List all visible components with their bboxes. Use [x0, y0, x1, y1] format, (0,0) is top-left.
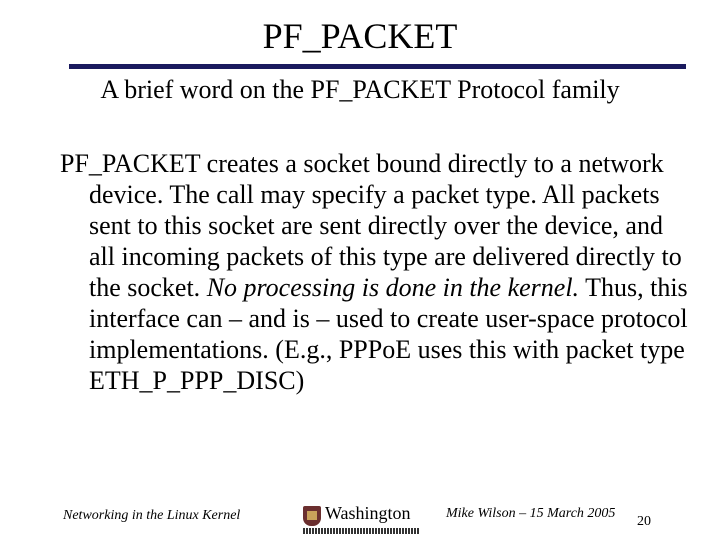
- logo-tagline: [303, 528, 419, 534]
- body-text-part2: Thus, this interface can – and is – used to create user-space protocol implementations. (E.g., PPPoE uses this with packet type ETH_P_PPP_DISC): [89, 273, 688, 395]
- page-number: 20: [637, 514, 651, 529]
- logo-text: Washington: [325, 503, 411, 523]
- body-emphasis: No processing is done in the kernel.: [206, 273, 580, 302]
- footer-course-title: Networking in the Linux Kernel: [63, 508, 241, 523]
- slide-title: PF_PACKET: [262, 16, 458, 56]
- title-divider: [69, 64, 686, 69]
- footer-author-date: Mike Wilson – 15 March 2005: [446, 506, 616, 521]
- body-paragraph: [60, 148, 689, 396]
- body-text-part1: PF_PACKET creates a socket bound directly to a network device. The call may specify a packet type. All packets sent to this socket are sent directly over the device, and all incoming packets of this type are delivered directly to the socket.: [60, 149, 682, 302]
- slide-subtitle: A brief word on the PF_PACKET Protocol family: [100, 75, 620, 104]
- university-logo: [303, 502, 419, 536]
- crest-icon: [303, 506, 321, 526]
